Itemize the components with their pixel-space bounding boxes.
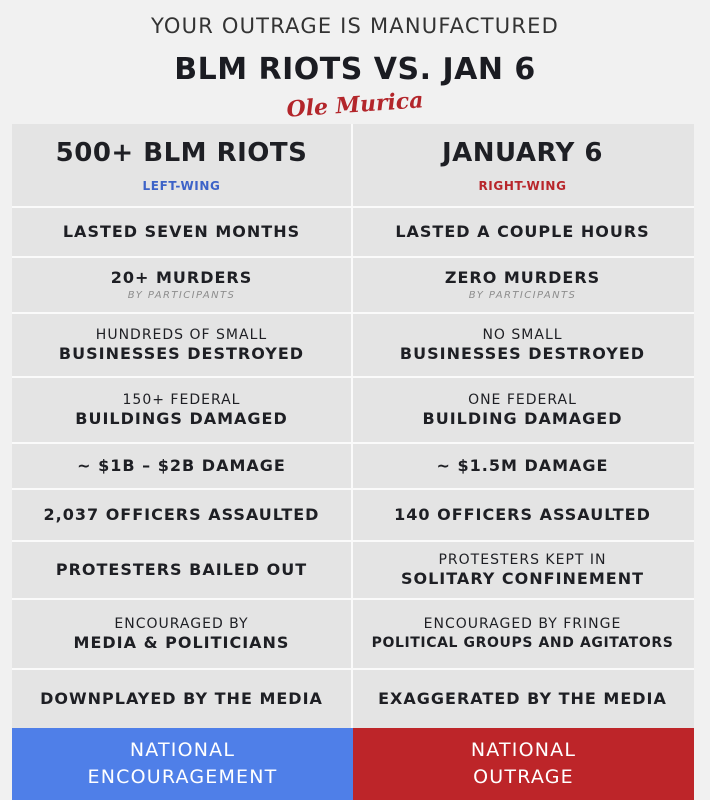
cell-text: BUILDINGS DAMAGED bbox=[75, 409, 288, 428]
cell-text: LASTED A COUPLE HOURS bbox=[395, 222, 650, 241]
cell-subtext: HUNDREDS OF SMALL bbox=[95, 327, 268, 343]
cell-subtext: NO SMALL bbox=[482, 327, 563, 343]
table-cell-right bbox=[353, 670, 692, 728]
table-row bbox=[12, 542, 694, 600]
brand-logo-text: Ole Murica bbox=[285, 87, 425, 123]
table-cell-left bbox=[12, 258, 351, 312]
table-cell-right bbox=[353, 208, 692, 256]
table-row bbox=[12, 670, 694, 728]
cell-subtext: ONE FEDERAL bbox=[468, 392, 577, 408]
column-title-right: JANUARY 6 bbox=[441, 138, 604, 168]
footer-left-line1: NATIONAL bbox=[129, 739, 236, 761]
cell-text: BUSINESSES DESTROYED bbox=[58, 344, 305, 363]
kicker-text: YOUR OUTRAGE IS MANUFACTURED bbox=[151, 14, 559, 38]
cell-text: EXAGGERATED BY THE MEDIA bbox=[378, 689, 667, 708]
table-cell-right bbox=[353, 600, 692, 668]
table-row bbox=[12, 490, 694, 542]
cell-subtext: 150+ FEDERAL bbox=[122, 392, 241, 408]
cell-note: BY PARTICIPANTS bbox=[468, 290, 577, 301]
table-cell-right bbox=[353, 444, 692, 488]
table-cell-left bbox=[12, 314, 351, 376]
comparison-table bbox=[12, 124, 694, 800]
column-title-left: 500+ BLM RIOTS bbox=[55, 138, 308, 168]
cell-text: LASTED SEVEN MONTHS bbox=[62, 222, 301, 241]
cell-text: ~ $1B – $2B DAMAGE bbox=[77, 456, 286, 475]
table-cell-right bbox=[353, 542, 692, 598]
table-row bbox=[12, 600, 694, 670]
column-header-left bbox=[12, 124, 351, 206]
column-header-right bbox=[353, 124, 692, 206]
cell-subtext: ENCOURAGED BY bbox=[114, 616, 249, 632]
table-row bbox=[12, 258, 694, 314]
column-header-row bbox=[12, 124, 694, 208]
cell-subtext: PROTESTERS KEPT IN bbox=[438, 552, 607, 568]
table-row bbox=[12, 314, 694, 378]
table-cell-left bbox=[12, 378, 351, 442]
table-cell-right bbox=[353, 258, 692, 312]
footer-right-line1: NATIONAL bbox=[470, 739, 577, 761]
table-cell-left bbox=[12, 542, 351, 598]
cell-text: SOLITARY CONFINEMENT bbox=[400, 569, 645, 588]
table-row bbox=[12, 208, 694, 258]
cell-text: DOWNPLAYED BY THE MEDIA bbox=[40, 689, 323, 708]
cell-text: BUSINESSES DESTROYED bbox=[399, 344, 646, 363]
page-title: BLM RIOTS VS. JAN 6 bbox=[174, 52, 536, 87]
table-row bbox=[12, 444, 694, 490]
footer-left-line2: ENCOURAGEMENT bbox=[87, 766, 278, 788]
table-cell-right bbox=[353, 378, 692, 442]
table-cell-left bbox=[12, 444, 351, 488]
column-tag-left: LEFT-WING bbox=[142, 179, 221, 193]
table-cell-left bbox=[12, 208, 351, 256]
cell-text: 140 OFFICERS ASSAULTED bbox=[394, 505, 651, 524]
cell-text: 20+ MURDERS bbox=[110, 268, 253, 287]
table-cell-right bbox=[353, 490, 692, 540]
cell-text: 2,037 OFFICERS ASSAULTED bbox=[43, 505, 320, 524]
cell-text: ZERO MURDERS bbox=[444, 268, 601, 287]
footer bbox=[12, 728, 694, 800]
table-cell-right bbox=[353, 314, 692, 376]
cell-text: ~ $1.5M DAMAGE bbox=[436, 456, 609, 475]
cell-text: BUILDING DAMAGED bbox=[422, 409, 623, 428]
column-tag-right: RIGHT-WING bbox=[478, 179, 567, 193]
table-cell-left bbox=[12, 490, 351, 540]
table-cell-left bbox=[12, 600, 351, 668]
table-cell-left bbox=[12, 670, 351, 728]
footer-right-panel bbox=[353, 728, 694, 800]
cell-text: POLITICAL GROUPS AND AGITATORS bbox=[371, 635, 674, 651]
footer-left-panel bbox=[12, 728, 353, 800]
header bbox=[0, 0, 710, 122]
footer-right-line2: OUTRAGE bbox=[473, 766, 574, 788]
cell-note: BY PARTICIPANTS bbox=[127, 290, 236, 301]
cell-text: MEDIA & POLITICIANS bbox=[73, 633, 290, 652]
cell-text: PROTESTERS BAILED OUT bbox=[55, 560, 308, 579]
cell-subtext: ENCOURAGED BY FRINGE bbox=[423, 616, 622, 632]
table-row bbox=[12, 378, 694, 444]
